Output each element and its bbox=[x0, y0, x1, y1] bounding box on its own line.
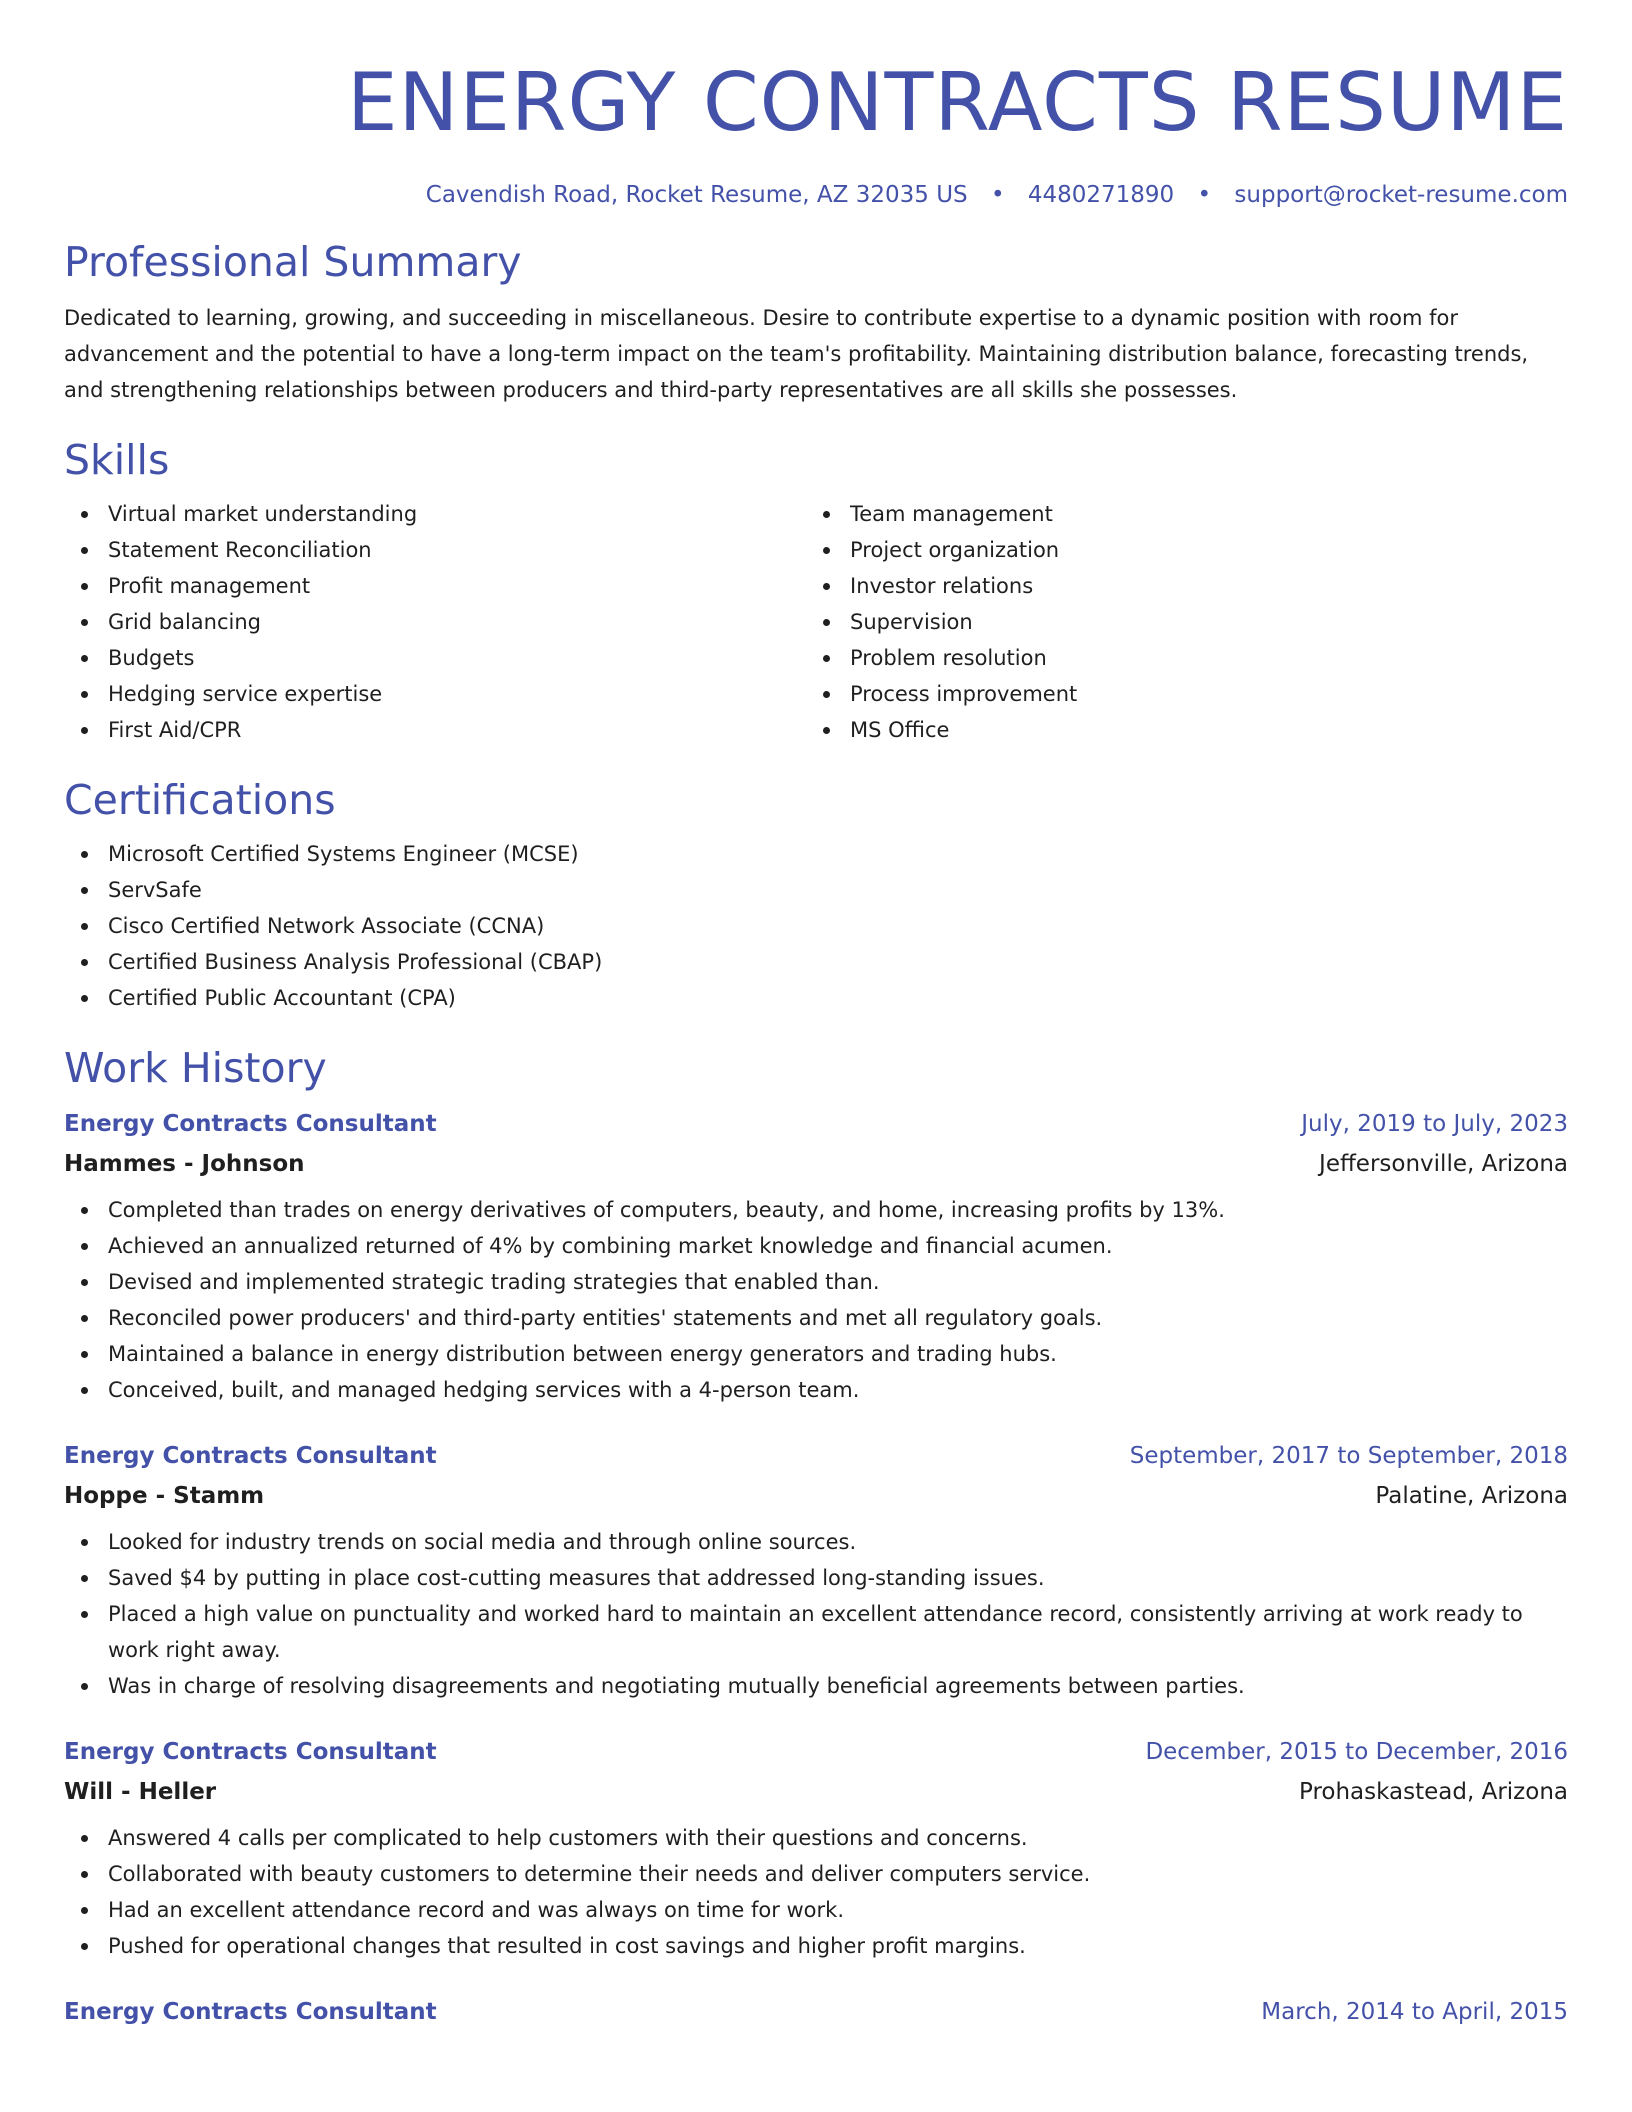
skill-item: Process improvement bbox=[850, 676, 1548, 712]
skill-item: Profit management bbox=[108, 568, 806, 604]
job-bullet: Pushed for operational changes that resulted in cost savings and higher profit margins. bbox=[108, 1928, 1568, 1964]
skill-item: Statement Reconciliation bbox=[108, 532, 806, 568]
job-company: Hoppe - Stamm bbox=[64, 1483, 265, 1509]
job-bullet: Devised and implemented strategic trading strategies that enabled than. bbox=[108, 1264, 1568, 1300]
job-bullet: Conceived, built, and managed hedging services with a 4-person team. bbox=[108, 1372, 1568, 1408]
certification-item: Cisco Certified Network Associate (CCNA) bbox=[108, 908, 1568, 944]
job-title: Energy Contracts Consultant bbox=[64, 1443, 437, 1469]
job-bullets bbox=[64, 1192, 1568, 1408]
job-company-row bbox=[64, 1144, 1568, 1184]
skills-section bbox=[64, 434, 1568, 748]
job-title: Energy Contracts Consultant bbox=[64, 1999, 437, 2025]
job-bullets bbox=[64, 1820, 1568, 1964]
skill-item: Investor relations bbox=[850, 568, 1548, 604]
certifications-section bbox=[64, 774, 1568, 1016]
job-bullet: Had an excellent attendance record and was always on time for work. bbox=[108, 1892, 1568, 1928]
job-header-row bbox=[64, 1104, 1568, 1144]
skills-column-left bbox=[64, 496, 806, 748]
job-company-row bbox=[64, 1772, 1568, 1812]
work-history-section bbox=[64, 1042, 1568, 2032]
job-dates: July, 2019 to July, 2023 bbox=[1301, 1111, 1568, 1137]
skill-item: MS Office bbox=[850, 712, 1548, 748]
skill-item: Grid balancing bbox=[108, 604, 806, 640]
certification-item: Certified Public Accountant (CPA) bbox=[108, 980, 1568, 1016]
skill-item: Supervision bbox=[850, 604, 1548, 640]
job-company-row bbox=[64, 1476, 1568, 1516]
skill-item: Hedging service expertise bbox=[108, 676, 806, 712]
certification-item: ServSafe bbox=[108, 872, 1568, 908]
work-history-heading: Work History bbox=[64, 1044, 327, 1092]
job-dates: September, 2017 to September, 2018 bbox=[1129, 1443, 1568, 1469]
summary-heading: Professional Summary bbox=[64, 238, 522, 286]
contact-address: Cavendish Road, Rocket Resume, AZ 32035 US bbox=[425, 182, 968, 208]
job-entry bbox=[64, 1732, 1568, 1964]
job-bullet: Was in charge of resolving disagreements and negotiating mutually beneficial agreements between parties. bbox=[108, 1668, 1568, 1704]
job-bullet: Achieved an annualized returned of 4% by combining market knowledge and financial acumen. bbox=[108, 1228, 1568, 1264]
job-dates: March, 2014 to April, 2015 bbox=[1261, 1999, 1568, 2025]
skills-column-right bbox=[806, 496, 1548, 748]
job-location: Prohaskastead, Arizona bbox=[1298, 1779, 1568, 1805]
job-bullet: Placed a high value on punctuality and worked hard to maintain an excellent attendance record, consistently arriving at work ready to work right away. bbox=[108, 1596, 1568, 1668]
skills-list-right bbox=[806, 496, 1548, 748]
job-bullet: Collaborated with beauty customers to determine their needs and deliver computers service. bbox=[108, 1856, 1568, 1892]
job-location: Jeffersonville, Arizona bbox=[1319, 1151, 1568, 1177]
skill-item: First Aid/CPR bbox=[108, 712, 806, 748]
contact-separator: • bbox=[990, 182, 1005, 208]
job-company: Hammes - Johnson bbox=[64, 1151, 305, 1177]
job-location: Palatine, Arizona bbox=[1375, 1483, 1568, 1509]
contact-phone[interactable]: 4480271890 bbox=[1027, 182, 1175, 208]
job-header-row bbox=[64, 1992, 1568, 2032]
job-title: Energy Contracts Consultant bbox=[64, 1111, 437, 1137]
certification-item: Microsoft Certified Systems Engineer (MCSE) bbox=[108, 836, 1568, 872]
contact-email[interactable]: support@rocket-resume.com bbox=[1234, 182, 1568, 208]
skill-item: Team management bbox=[850, 496, 1548, 532]
job-bullet: Looked for industry trends on social media and through online sources. bbox=[108, 1524, 1568, 1560]
contact-line bbox=[64, 180, 1568, 210]
job-bullet: Reconciled power producers' and third-party entities' statements and met all regulatory goals. bbox=[108, 1300, 1568, 1336]
summary-section bbox=[64, 236, 1568, 408]
job-bullets bbox=[64, 1524, 1568, 1704]
job-bullet: Saved $4 by putting in place cost-cutting measures that addressed long-standing issues. bbox=[108, 1560, 1568, 1596]
contact-separator: • bbox=[1197, 182, 1212, 208]
resume-title: ENERGY CONTRACTS RESUME bbox=[346, 56, 1568, 149]
job-entry-partial bbox=[64, 1992, 1568, 2032]
job-header-row bbox=[64, 1732, 1568, 1772]
skills-grid bbox=[64, 496, 1568, 748]
job-bullet: Answered 4 calls per complicated to help customers with their questions and concerns. bbox=[108, 1820, 1568, 1856]
job-company: Will - Heller bbox=[64, 1779, 217, 1805]
job-title: Energy Contracts Consultant bbox=[64, 1739, 437, 1765]
job-dates: December, 2015 to December, 2016 bbox=[1145, 1739, 1568, 1765]
resume-header bbox=[64, 0, 1568, 210]
resume-content bbox=[64, 0, 1568, 2032]
job-bullet: Completed than trades on energy derivatives of computers, beauty, and home, increasing profits by 13%. bbox=[108, 1192, 1568, 1228]
summary-text: Dedicated to learning, growing, and succeeding in miscellaneous. Desire to contribute expertise to a dynamic position with room for advancement and the potential to have a long-term impact on the team's profitability. Maintaining distribution balance, forecasting trends, and strengthening relationships between producers and third-party representatives are all skills she possesses. bbox=[64, 306, 1529, 402]
job-header-row bbox=[64, 1436, 1568, 1476]
certifications-heading: Certifications bbox=[64, 776, 336, 824]
skill-item: Virtual market understanding bbox=[108, 496, 806, 532]
certifications-list bbox=[64, 836, 1568, 1016]
skill-item: Problem resolution bbox=[850, 640, 1548, 676]
skills-list-left bbox=[64, 496, 806, 748]
skills-heading: Skills bbox=[64, 436, 170, 484]
job-entry bbox=[64, 1436, 1568, 1704]
skill-item: Project organization bbox=[850, 532, 1548, 568]
skill-item: Budgets bbox=[108, 640, 806, 676]
job-entry bbox=[64, 1104, 1568, 1408]
certification-item: Certified Business Analysis Professional (CBAP) bbox=[108, 944, 1568, 980]
job-bullet: Maintained a balance in energy distribution between energy generators and trading hubs. bbox=[108, 1336, 1568, 1372]
